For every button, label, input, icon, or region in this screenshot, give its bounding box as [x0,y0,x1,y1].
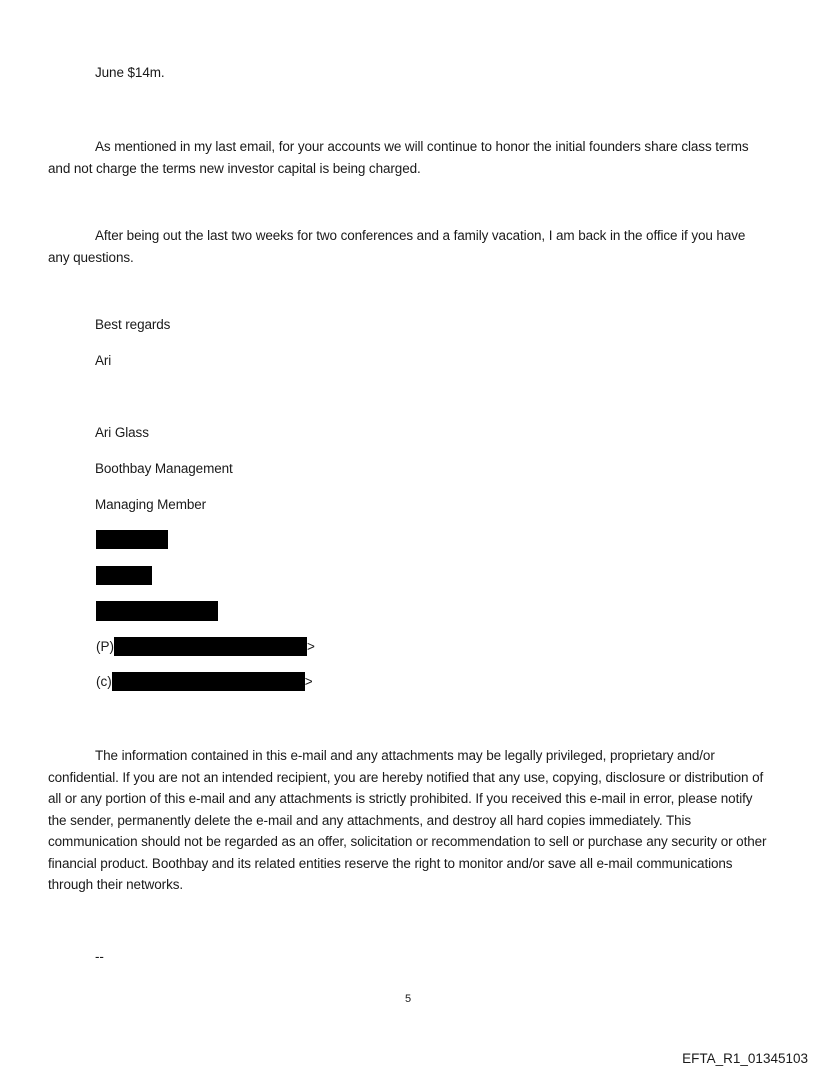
redaction-close-bracket: > [307,638,315,654]
signature-title: Managing Member [95,497,207,512]
redaction-bar [112,672,305,691]
redaction-bar [96,566,152,585]
closing-line: Best regards [95,317,171,332]
page-number: 5 [404,993,412,1005]
signature-name: Ari Glass [95,425,149,440]
disclaimer-paragraph: The information contained in this e-mail and any attachments may be legally privileged, proprietary and/or confidential. If you are not an intended recipient, you are hereby notified that any use, copying, disclosure or distribution of all or any portion of this e-mail and any attachments is strictly prohibited. If you received this e-mail in error, please notify the sender, permanently delete the e-mail and any attachments, and destroy all hard copies immediately. This communication should not be regarded as an offer, solicitation or recommendation to sell or purchase any security or other financial product. Boothbay and its related entities reserve the right to monitor and/or save all e-mail communications through their networks. [48,748,767,892]
paragraph-june-amount: June $14m. [95,65,165,80]
paragraph-founders-terms: As mentioned in my last email, for your accounts we will continue to honor the initial founders share class terms and not charge the terms new investor capital is being charged. [48,139,749,176]
redaction-bar [96,601,218,621]
redaction-bar [96,530,168,549]
phone-label: (P) [96,638,114,654]
signoff-name: Ari [95,353,112,368]
paragraph-back-in-office: After being out the last two weeks for two conferences and a family vacation, I am back in the office if you have any questions. [48,228,746,265]
phone-line [96,636,770,656]
redaction-bar [114,637,307,656]
bates-number: EFTA_R1_01345103 [682,1051,808,1066]
signature-company: Boothbay Management [95,461,233,476]
signature-separator: -- [95,948,104,964]
redaction-close-bracket: > [304,673,313,689]
cell-label: (c) [96,673,112,689]
cell-line [96,671,770,691]
